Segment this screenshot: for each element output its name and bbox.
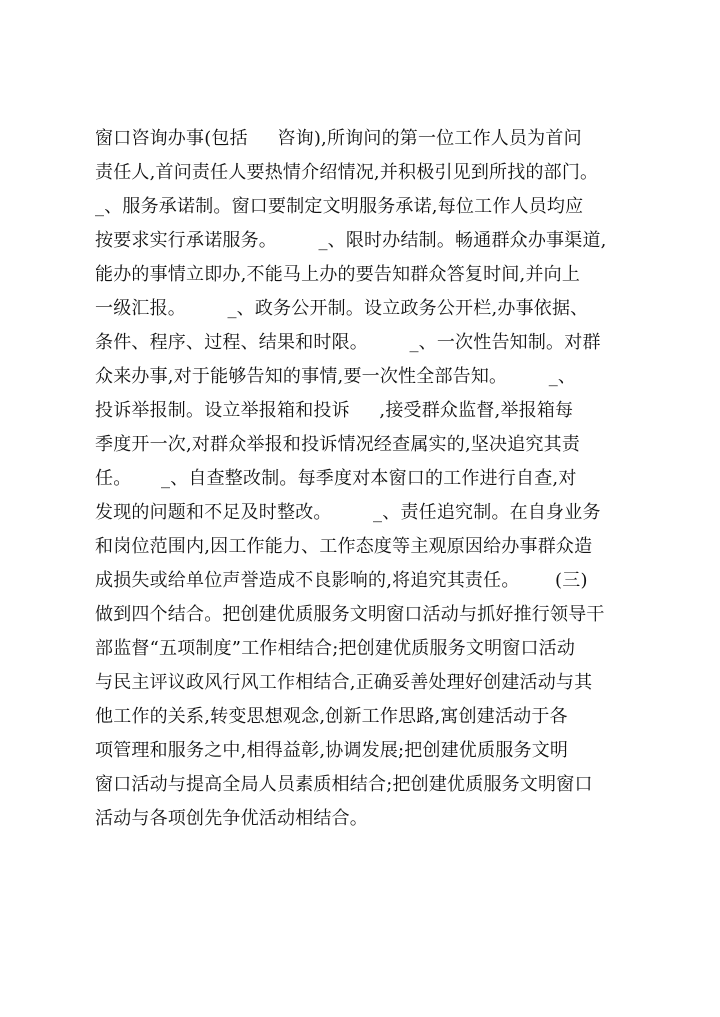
text-line: 部监督“五项制度”工作相结合;把创建优质服务文明窗口活动 <box>95 638 576 659</box>
text-line: 做到四个结合。把创建优质服务文明窗口活动与抓好推行领导干 <box>95 604 605 625</box>
body-text <box>95 122 640 836</box>
text-line: 能办的事情立即办,不能马上办的要告知群众答复时间,并向上 <box>95 264 581 285</box>
text-line: 按要求实行承诺服务。 _、限时办结制。畅通群众办事渠道, <box>95 230 607 251</box>
text-line: _、服务承诺制。窗口要制定文明服务承诺,每位工作人员均应 <box>95 196 584 217</box>
text-line: 窗口咨询办事(包括 咨询),所询问的第一位工作人员为首问 <box>95 128 582 149</box>
text-line: 成损失或给单位声誉造成不良影响的,将追究其责任。 (三) <box>95 570 588 591</box>
text-line: 发现的问题和不足及时整改。 _、责任追究制。在自身业务 <box>95 502 601 523</box>
text-line: 众来办事,对于能够告知的事情,要一次性全部告知。 _、 <box>95 366 577 387</box>
text-line: 条件、程序、过程、结果和时限。 _、一次性告知制。对群 <box>95 332 601 353</box>
text-line: 项管理和服务之中,相得益彰,协调发展;把创建优质服务文明 <box>95 740 569 761</box>
text-line: 他工作的关系,转变思想观念,创新工作思路,寓创建活动于各 <box>95 706 568 727</box>
text-line: 任。 _、自查整改制。每季度对本窗口的工作进行自查,对 <box>95 468 577 489</box>
text-line: 活动与各项创先争优活动相结合。 <box>95 808 368 829</box>
text-line: 责任人,首问责任人要热情介绍情况,并积极引见到所找的部门。 <box>95 162 599 183</box>
text-line: 窗口活动与提高全局人员素质相结合;把创建优质服务文明窗口 <box>95 774 593 795</box>
text-line: 与民主评议政风行风工作相结合,正确妥善处理好创建活动与其 <box>95 672 593 693</box>
text-line: 投诉举报制。设立举报箱和投诉 ,接受群众监督,举报箱每 <box>95 400 574 421</box>
text-line: 季度开一次,对群众举报和投诉情况经查属实的,坚决追究其责 <box>95 434 581 455</box>
text-line: 和岗位范围内,因工作能力、工作态度等主观原因给办事群众造 <box>95 536 593 557</box>
text-line: 一级汇报。 _、政务公开制。设立政务公开栏,办事依据、 <box>95 298 589 319</box>
